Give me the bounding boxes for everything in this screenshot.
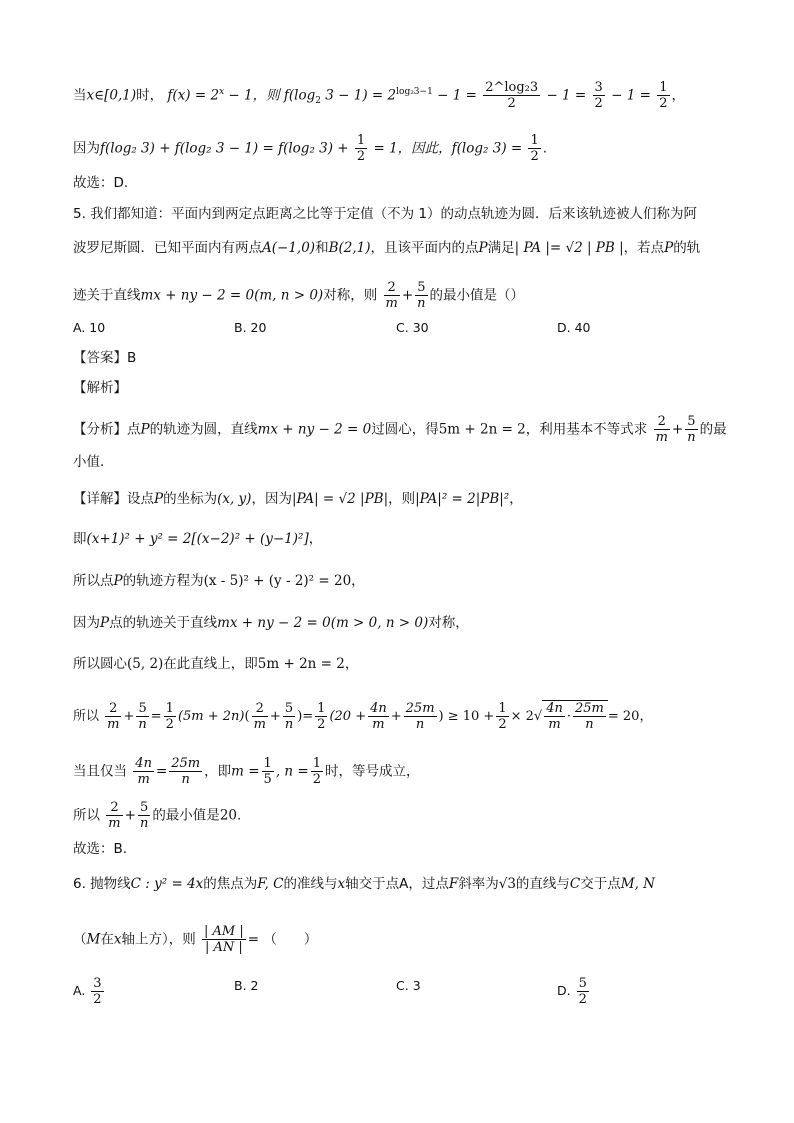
q5-answer: 【答案】B	[73, 350, 137, 366]
q5-option-a[interactable]: A. 10	[73, 320, 106, 335]
q5-detail-line-1: 【详解】设点P的坐标为(x, y)，因为|PA| = √2 |PB|，则|PA|² = 2|PB|²，	[73, 491, 523, 507]
q5-choice: 故选：B.	[73, 841, 128, 857]
prev-line-2	[73, 133, 734, 164]
math: f(log	[283, 87, 316, 104]
q6-option-b[interactable]: B. 2	[234, 978, 259, 993]
math: 3 − 1) = 2	[321, 87, 397, 104]
q5-stem-line-3: 迹关于直线mx + ny − 2 = 0(m, n > 0)对称，则 $\frac{2}{m}$ + $\frac{5}{n}$ 的最小值是（）	[73, 280, 525, 311]
q5-detail-line-2: 即(x+1)² + y² = 2[(x−2)² + (y−1)²]，	[73, 531, 323, 547]
fraction: $\frac{2}{m}$	[655, 414, 668, 445]
fraction: $\frac{5}{n}$	[417, 280, 426, 311]
fraction: $\frac{\text{2\textasciicircum{}log₂3}}{2}$	[485, 80, 539, 111]
text: 当	[73, 87, 87, 104]
text: 因为	[73, 140, 100, 157]
math-sub: 2	[315, 96, 322, 107]
q6-option-c[interactable]: C. 3	[396, 978, 421, 993]
fraction: $\frac{1}{2}$	[530, 133, 539, 164]
fraction: $\frac{3}{2}$	[594, 80, 603, 111]
q6-stem-line-1: 6. 抛物线C : y² = 4x的焦点为F, C的准线与x轴交于点A，过点F斜率为√3的直线与C交于点M, N	[73, 876, 655, 892]
q5-analysis-line-2: 小值.	[73, 454, 105, 470]
q5-detail-line-7: 当且仅当 $\frac{4n}{m}$ = $\frac{25m}{n}$ ，即m = $\frac{1}{5}$ , n = $\frac{1}{2}$ 时，等号成立，	[73, 756, 420, 787]
math: f(log₂ 3) =	[451, 140, 523, 157]
q6-option-d[interactable]: D. $\frac{5}{2}$	[557, 976, 587, 1007]
math-sup: log₂3−1	[396, 87, 433, 97]
q5-detail-line-6: 所以 $\frac{2}{m}$ + $\frac{5}{n}$ = $\frac{1}{2}$ (5m + 2n)( $\frac{2}{m}$ + $\frac{5}{n}$ )= $\frac{1}{2}$ (20 + $\frac{4n}{m}$ + $\frac{25m}{n}$ ) ≥ 10 + $\frac{1}{2}$ × 2√ $\frac{4n}{m}$ · $\frac{25m}{n}$ = 20，	[73, 701, 653, 732]
q5-option-d[interactable]: D. 40	[557, 320, 591, 335]
math: − 1 =	[542, 87, 587, 104]
math: − 1，则	[224, 87, 280, 104]
prev-choice: 故选：D.	[73, 175, 129, 191]
math: − 1 =	[432, 87, 477, 104]
q5-stem-line-1: 5. 我们都知道：平面内到两定点距离之比等于定值（不为 1）的动点轨迹为圆．后来该轨迹被人们称为阿	[73, 206, 698, 222]
q5-option-c[interactable]: C. 30	[396, 320, 429, 335]
q5-detail-line-4: 因为P点的轨迹关于直线mx + ny − 2 = 0(m > 0, n > 0)对称，	[73, 615, 469, 631]
q5-stem-line-2: 波罗尼斯圆．已知平面内有两点A(−1,0)和B(2,1)，且该平面内的点P满足| PA |= √2 | PB |，若点P的轨	[73, 240, 701, 256]
text: .	[542, 140, 548, 157]
text: ，	[671, 87, 685, 104]
q5-analysis-tag: 【解析】	[73, 380, 127, 396]
prev-line-1	[73, 80, 734, 112]
fraction: $\frac{1}{2}$	[659, 80, 668, 111]
math: x∈[0,1)	[86, 87, 137, 104]
q5-analysis-line-1: 【分析】点P的轨迹为圆，直线mx + ny − 2 = 0过圆心，得5m + 2n = 2，利用基本不等式求 $\frac{2}{m}$ + $\frac{5}{n}$ 的最	[73, 414, 727, 445]
q6-option-a[interactable]: A. $\frac{3}{2}$	[73, 976, 102, 1007]
q5-detail-line-8: 所以 $\frac{2}{m}$ + $\frac{5}{n}$ 的最小值是20.	[73, 800, 242, 831]
fraction: $\frac{1}{2}$	[356, 133, 366, 164]
math: f(x) = 2	[167, 87, 220, 104]
math-sup: x	[219, 87, 225, 97]
q5-option-b[interactable]: B. 20	[234, 320, 267, 335]
fraction: $\frac{5}{n}$	[687, 414, 696, 445]
math: f(log₂ 3) + f(log₂ 3 − 1) = f(log₂ 3) +	[100, 140, 349, 157]
q6-stem-line-2: （M在x轴上方），则 $\frac{| AM |}{| AN |}$ = （ ）	[73, 924, 318, 955]
q5-detail-line-5: 所以圆心(5, 2)在此直线上，即5m + 2n = 2，	[73, 656, 359, 672]
math: − 1 =	[606, 87, 651, 104]
math: = 1，因此，	[369, 140, 452, 157]
q5-detail-line-3: 所以点P的轨迹方程为(x - 5)² + (y - 2)² = 20，	[73, 573, 365, 589]
fraction: $\frac{2}{m}$	[385, 280, 398, 311]
text: 时，	[136, 87, 164, 104]
